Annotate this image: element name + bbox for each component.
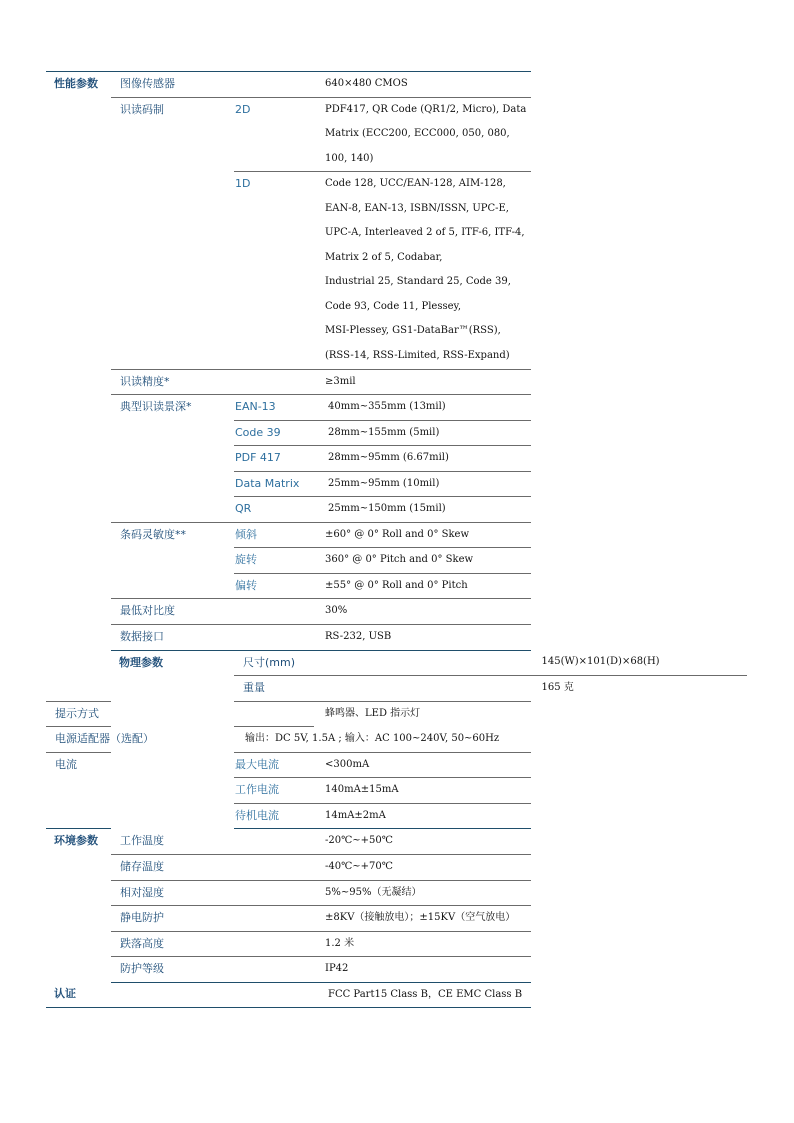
label-weight: 重量 <box>234 676 314 702</box>
current-kind: 工作电流 <box>234 778 314 804</box>
value-st-temp: -40℃~+70℃ <box>314 854 531 880</box>
spec-row-sensor <box>46 72 747 98</box>
current-value: <300mA <box>314 752 531 778</box>
value-humidity: 5%~95%（无凝结） <box>314 880 531 906</box>
sensitivity-kind: 倾斜 <box>234 522 314 548</box>
spec-row-size <box>46 650 747 676</box>
value-weight: 165 克 <box>531 676 748 702</box>
spec-row-interface <box>46 625 747 651</box>
label-sensor: 图像传感器 <box>111 72 234 98</box>
value-size: 145(W)×101(D)×68(H) <box>541 656 660 668</box>
label-st-temp: 储存温度 <box>111 854 234 880</box>
label-adapter: 电源适配器（选配） <box>46 727 234 753</box>
spec-row-st-temp <box>46 854 747 880</box>
dof-value: 40mm~355mm (13mil) <box>314 395 531 421</box>
value-contrast: 30% <box>314 599 531 625</box>
spec-row-cert <box>46 982 747 1008</box>
sensitivity-kind: 旋转 <box>234 548 314 574</box>
value-indicator: 蜂鸣器、LED 指示灯 <box>314 701 531 727</box>
spec-row-resolution <box>46 369 747 395</box>
dof-code: Code 39 <box>234 420 314 446</box>
value-cert: FCC Part15 Class B，CE EMC Class B <box>314 982 531 1008</box>
spec-row-ip <box>46 957 747 983</box>
group-environment: 环境参数 <box>46 829 111 982</box>
value-resolution: ≥3mil <box>314 369 531 395</box>
dof-code: PDF 417 <box>234 446 314 472</box>
spec-row-esd <box>46 906 747 932</box>
sensitivity-value: 360° @ 0° Pitch and 0° Skew <box>314 548 531 574</box>
dof-code: EAN-13 <box>234 395 314 421</box>
sensitivity-value: ±60° @ 0° Roll and 0° Skew <box>314 522 531 548</box>
label-resolution: 识读精度* <box>111 369 234 395</box>
value-esd: ±8KV（接触放电）；±15KV（空气放电） <box>314 906 531 932</box>
dof-value: 28mm~155mm (5mil) <box>314 420 531 446</box>
label-symbology: 识读码制 <box>111 97 234 369</box>
sensitivity-kind: 偏转 <box>234 573 314 599</box>
value-2d: PDF417, QR Code (QR1/2, Micro), Data Matrix (ECC200, ECC000, 050, 080, 100, 140) <box>314 97 531 172</box>
label-1d: 1D <box>234 172 314 369</box>
label-size: 尺寸(mm) <box>243 655 296 669</box>
label-interface: 数据接口 <box>111 625 234 651</box>
spec-row-adapter <box>46 727 747 753</box>
label-drop: 跌落高度 <box>111 931 234 957</box>
spec-table <box>46 71 747 1008</box>
label-contrast: 最低对比度 <box>111 599 234 625</box>
dof-code: QR <box>234 497 314 523</box>
current-kind: 待机电流 <box>234 803 314 829</box>
spec-row-sens-1 <box>46 522 747 548</box>
current-value: 140mA±15mA <box>314 778 531 804</box>
value-sensor: 640×480 CMOS <box>314 72 531 98</box>
group-physical: 物理参数 <box>111 650 234 829</box>
dof-value: 25mm~95mm (10mil) <box>314 471 531 497</box>
label-humidity: 相对湿度 <box>111 880 234 906</box>
spec-row-contrast <box>46 599 747 625</box>
label-dof: 典型识读景深* <box>111 395 234 523</box>
value-1d: Code 128, UCC/EAN-128, AIM-128, EAN-8, EAN-13, ISBN/ISSN, UPC-E, UPC-A, Interleaved 2 of 5, ITF-6, ITF-4, Matrix 2 of 5, Codabar, Industrial 25, Standard 25, Code 39, Code 93, Code 11, Plessey, MSI-Plessey, GS1-DataBar™(RSS), (RSS-14, RSS-Limited, RSS-Expand) <box>314 172 531 369</box>
label-2d: 2D <box>234 97 314 172</box>
value-ip: IP42 <box>314 957 531 983</box>
current-value: 14mA±2mA <box>314 803 531 829</box>
group-performance: 性能参数 <box>46 72 111 702</box>
spec-row-2d <box>46 97 747 172</box>
dof-code: Data Matrix <box>234 471 314 497</box>
current-kind: 最大电流 <box>234 752 314 778</box>
label-esd: 静电防护 <box>111 906 234 932</box>
label-current: 电流 <box>46 752 111 829</box>
spec-row-dof-1 <box>46 395 747 421</box>
sensitivity-value: ±55° @ 0° Roll and 0° Pitch <box>314 573 531 599</box>
dof-value: 25mm~150mm (15mil) <box>314 497 531 523</box>
label-op-temp: 工作温度 <box>120 833 164 847</box>
value-adapter: 输出：DC 5V, 1.5A ; 输入：AC 100~240V, 50~60Hz <box>234 727 314 753</box>
group-certification: 认证 <box>46 982 111 1008</box>
spec-row-op-temp <box>46 829 747 855</box>
dof-value: 28mm~95mm (6.67mil) <box>314 446 531 472</box>
label-sensitivity: 条码灵敏度** <box>111 522 234 599</box>
label-indicator: 提示方式 <box>46 701 111 727</box>
value-interface: RS-232, USB <box>314 625 531 651</box>
spec-row-humidity <box>46 880 747 906</box>
label-ip: 防护等级 <box>111 957 234 983</box>
spec-row-drop <box>46 931 747 957</box>
value-op-temp: -20℃~+50℃ <box>325 835 393 847</box>
value-drop: 1.2 米 <box>314 931 531 957</box>
